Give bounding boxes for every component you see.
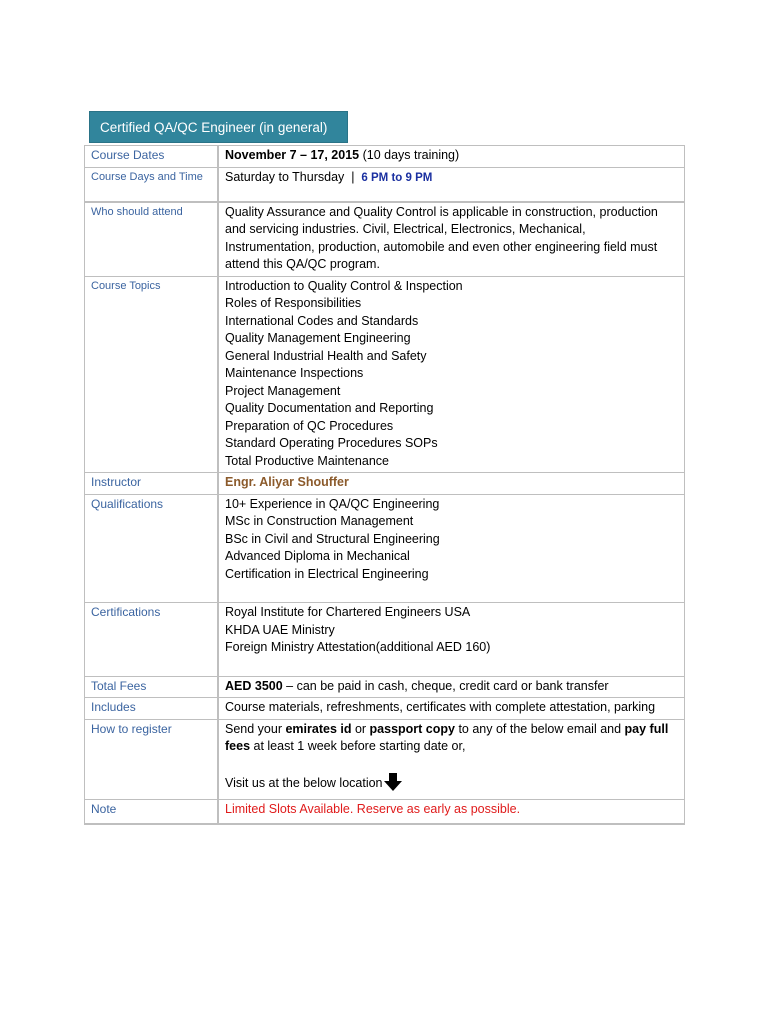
row-total-fees	[85, 676, 685, 698]
topic-item: Quality Documentation and Reporting	[225, 401, 434, 415]
row-qualifications	[85, 494, 685, 603]
qualification-item: MSc in Construction Management	[225, 514, 414, 528]
course-dates-range: November 7 – 17, 2015	[225, 148, 360, 162]
register-fees: fees	[225, 739, 251, 753]
note-text: Limited Slots Available. Reserve as early as possible.	[225, 801, 521, 816]
value-course-dates	[218, 146, 685, 168]
certification-item: KHDA UAE Ministry	[225, 622, 335, 637]
topic-item: International Codes and Standards	[225, 313, 419, 328]
topic-item: Roles of Responsibilities	[225, 296, 362, 310]
value-course-days	[218, 167, 685, 202]
row-note	[85, 799, 685, 824]
register-line-2	[225, 738, 684, 756]
label-total-fees: Total Fees	[85, 676, 219, 698]
topic-item: Introduction to Quality Control & Inspection	[225, 278, 463, 293]
register-pay-full: pay full	[624, 721, 669, 736]
row-instructor	[85, 473, 685, 495]
label-qualifications: Qualifications	[85, 494, 219, 603]
topic-item: Quality Management Engineering	[225, 331, 411, 345]
row-how-to-register	[85, 719, 685, 799]
value-course-topics	[218, 276, 685, 473]
register-text: to any of the below email and	[454, 721, 625, 736]
who-line: Quality Assurance and Quality Control is applicable in construction, production	[225, 204, 658, 219]
course-title: Certified QA/QC Engineer (in general)	[89, 111, 348, 143]
fee-payment-methods: – can be paid in cash, cheque, credit card or bank transfer	[282, 678, 609, 693]
qualification-item: Certification in Electrical Engineering	[225, 566, 429, 581]
course-days-text: Saturday to Thursday |	[225, 169, 362, 184]
certification-item: Foreign Ministry Attestation(additional AED 160)	[225, 640, 491, 654]
value-how-to-register	[218, 719, 685, 799]
register-spacer	[225, 756, 684, 774]
register-passport-copy: passport copy	[369, 721, 455, 736]
label-note: Note	[85, 799, 219, 824]
qualification-item: Advanced Diploma in Mechanical	[225, 549, 410, 563]
certification-item: Royal Institute for Chartered Engineers USA	[225, 605, 471, 619]
register-text: or	[351, 721, 370, 736]
value-includes: Course materials, refreshments, certificates with complete attestation, parking	[218, 698, 685, 720]
value-who-should-attend	[218, 202, 685, 277]
row-course-days	[85, 167, 685, 202]
qualification-item: 10+ Experience in QA/QC Engineering	[225, 496, 440, 511]
label-course-topics: Course Topics	[85, 276, 219, 473]
value-note	[218, 799, 685, 824]
instructor-name: Engr. Aliyar Shouffer	[225, 475, 349, 489]
label-certifications: Certifications	[85, 603, 219, 677]
qualification-item: BSc in Civil and Structural Engineering	[225, 531, 440, 546]
value-instructor	[218, 473, 685, 495]
label-includes: Includes	[85, 698, 219, 720]
value-qualifications	[218, 494, 685, 603]
who-line: and servicing industries. Civil, Electrical, Electronics, Mechanical,	[225, 222, 586, 236]
register-text: Send your	[225, 721, 286, 736]
label-instructor: Instructor	[85, 473, 219, 495]
row-course-topics	[85, 276, 685, 473]
row-course-dates	[85, 146, 685, 168]
label-course-days: Course Days and Time	[85, 167, 219, 202]
topic-item: Maintenance Inspections	[225, 366, 364, 380]
row-certifications	[85, 603, 685, 677]
label-who-should-attend: Who should attend	[85, 202, 219, 277]
label-course-dates: Course Dates	[85, 146, 219, 168]
topic-item: Project Management	[225, 383, 341, 398]
row-who-should-attend	[85, 202, 685, 277]
value-certifications	[218, 603, 685, 677]
register-text: at least 1 week before starting date or,	[250, 739, 466, 753]
fee-amount: AED 3500	[225, 678, 283, 693]
topic-item: Total Productive Maintenance	[225, 453, 389, 468]
label-how-to-register: How to register	[85, 719, 219, 799]
course-time: 6 PM to 9 PM	[361, 171, 433, 184]
topic-item: Standard Operating Procedures SOPs	[225, 436, 438, 450]
register-line-3	[225, 773, 684, 797]
topic-item: Preparation of QC Procedures	[225, 418, 394, 433]
arrow-down-icon	[384, 773, 402, 797]
value-total-fees	[218, 676, 685, 698]
who-line: Instrumentation, production, automobile and even other engineering field must	[225, 239, 658, 254]
register-visit-text: Visit us at the below location	[225, 776, 383, 790]
who-line: attend this QA/QC program.	[225, 257, 380, 271]
register-line-1	[225, 721, 684, 739]
course-info-table	[84, 145, 685, 825]
row-includes	[85, 698, 685, 720]
topic-item: General Industrial Health and Safety	[225, 348, 427, 363]
course-dates-duration: (10 days training)	[359, 148, 460, 162]
register-emirates-id: emirates id	[285, 721, 352, 736]
